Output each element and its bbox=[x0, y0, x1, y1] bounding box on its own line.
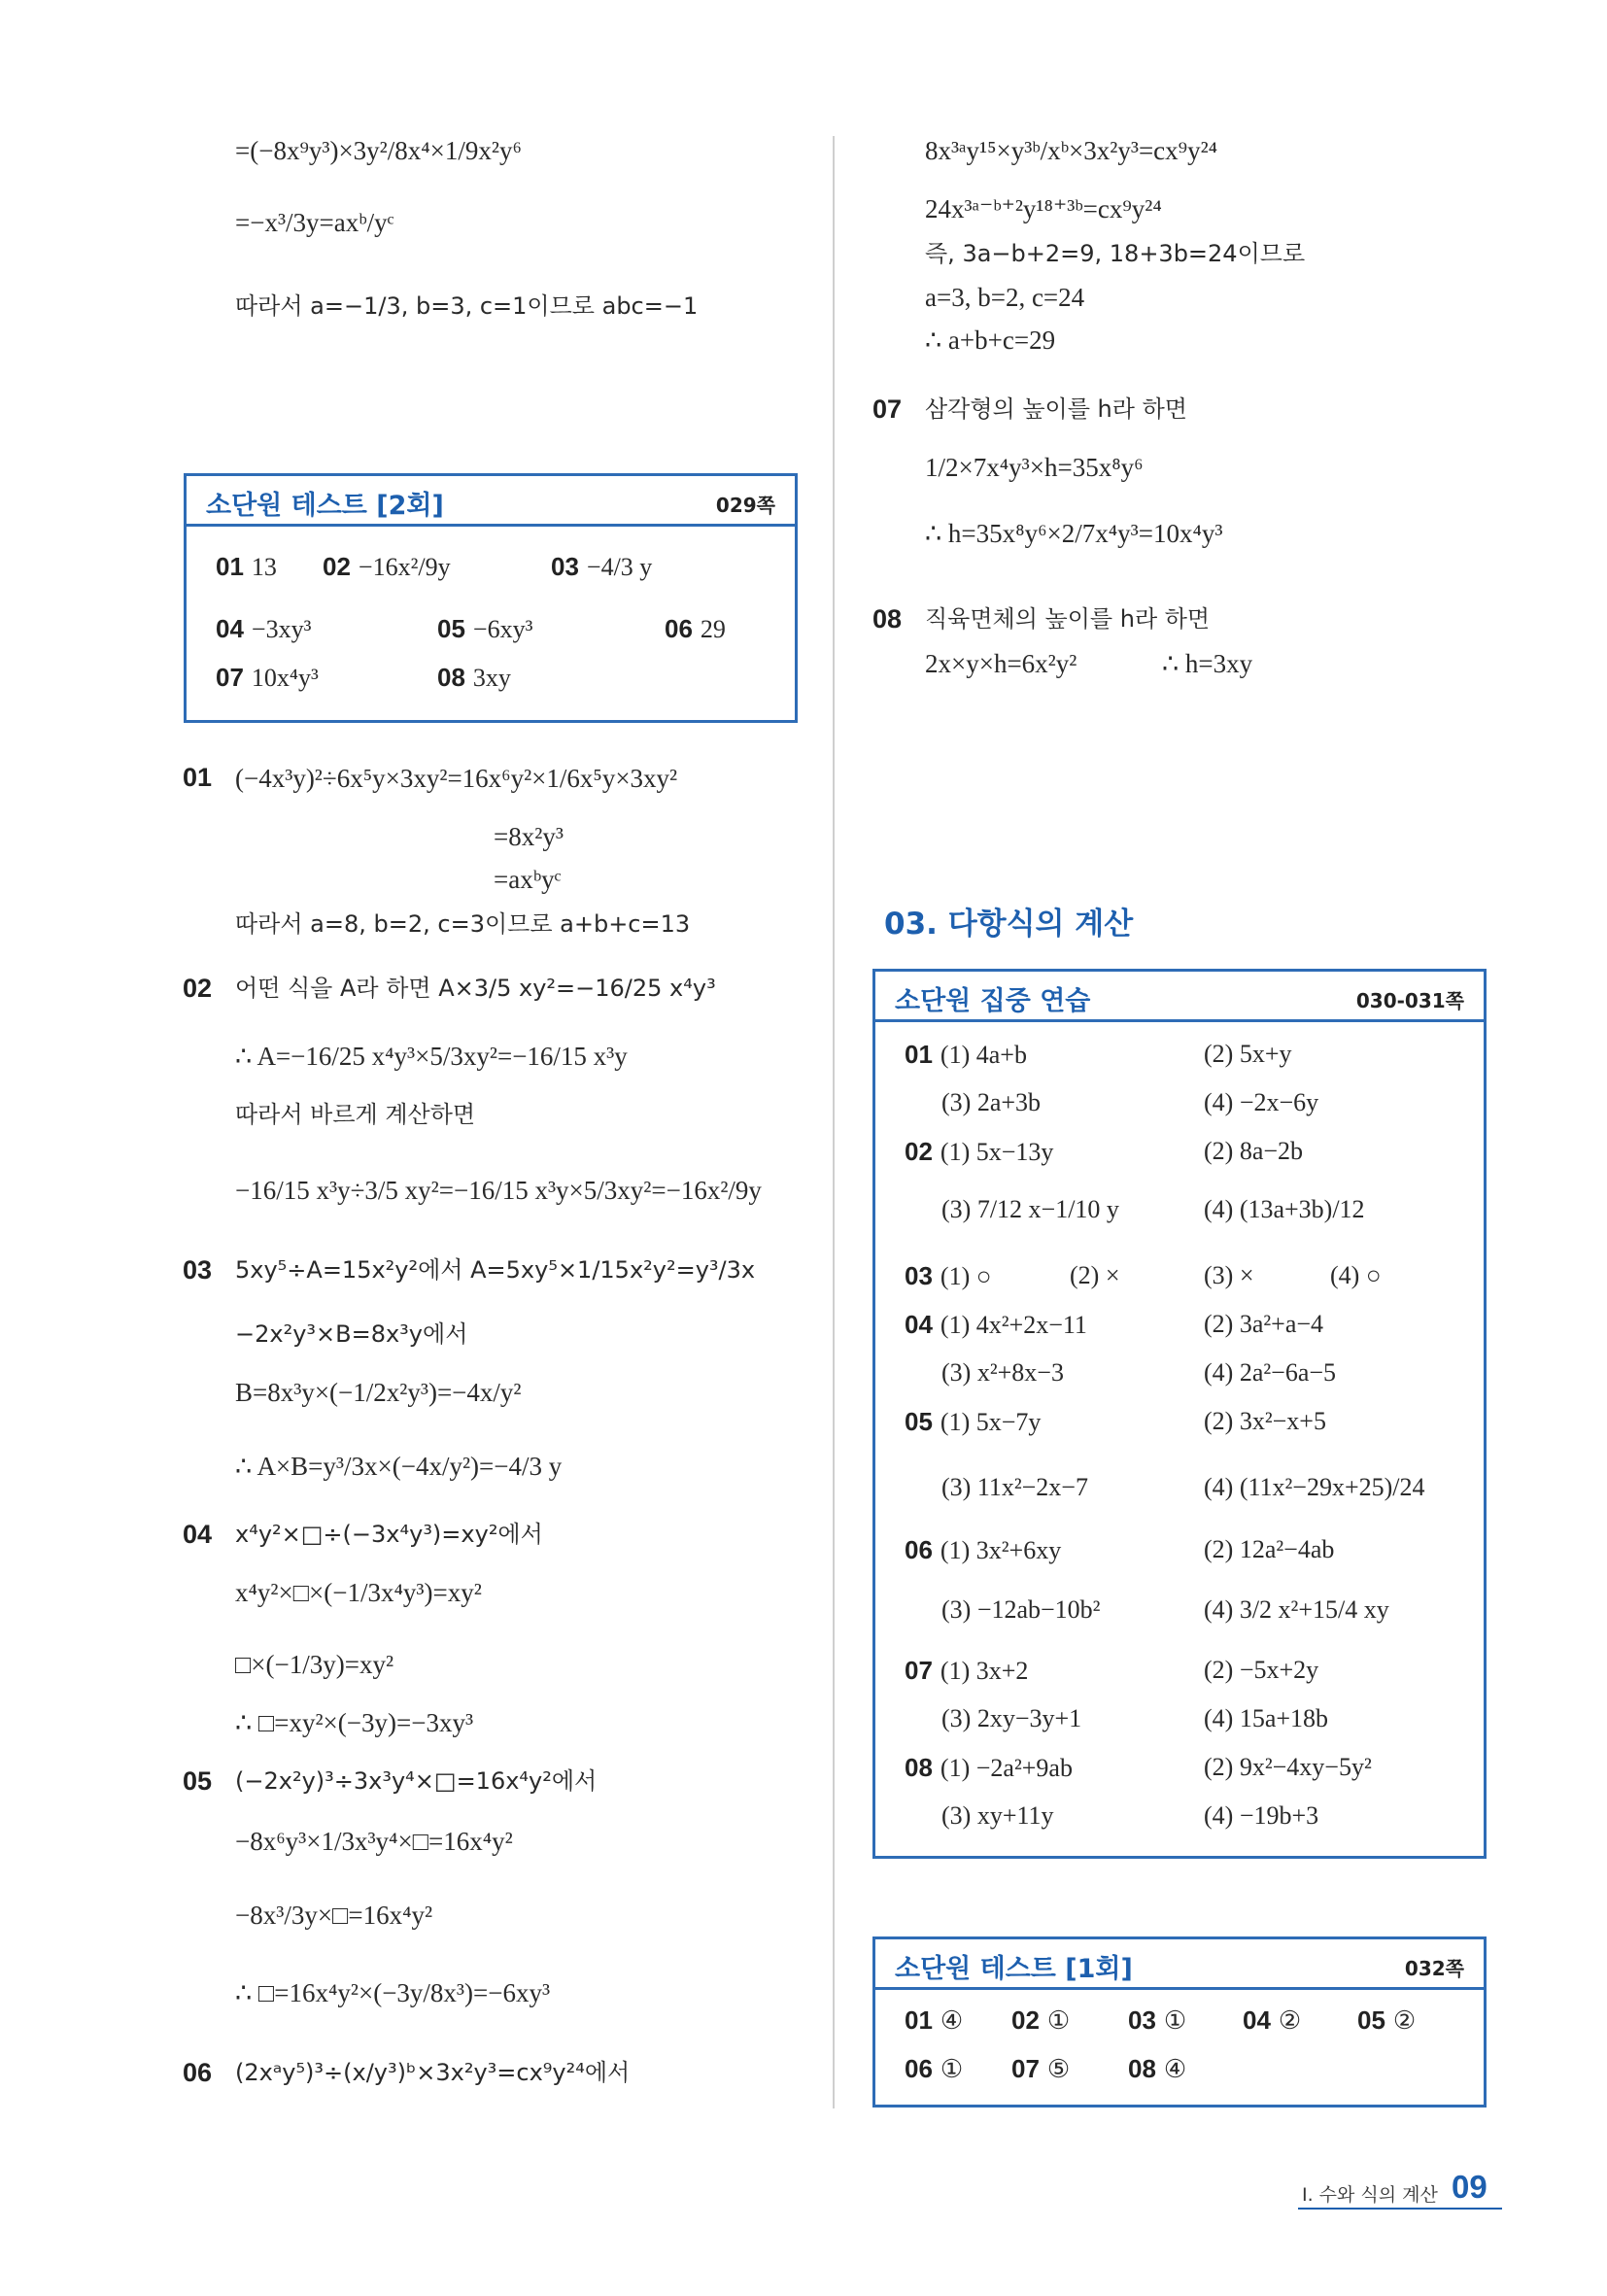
practice-row-right: (2) 3x²−x+5 bbox=[1204, 1407, 1326, 1435]
footer-chapter: I. 수와 식의 계산 bbox=[1302, 2184, 1438, 2206]
practice-row-right: (2) −5x+2y bbox=[1204, 1656, 1319, 1684]
solution-line: −16/15 x³y÷3/5 xy²=−16/15 x³y×5/3xy²=−16x²/9y bbox=[235, 1176, 762, 1205]
practice-row: 01 (1) 4a+b bbox=[905, 1040, 1027, 1069]
solution-line: (−2x²y)³÷3x³y⁴×□=16x⁴y²에서 bbox=[235, 1767, 598, 1795]
solution-line: ∴ □=xy²×(−3y)=−3xy³ bbox=[235, 1708, 474, 1737]
solution-06-cont-line: 8x³ᵃy¹⁵×y³ᵇ/xᵇ×3x²y³=cx⁹y²⁴ bbox=[925, 136, 1218, 165]
test-2-answer: 08 3xy bbox=[437, 663, 511, 692]
practice-row: 07 (1) 3x+2 bbox=[905, 1656, 1029, 1685]
practice-row-right: (4) 2a²−6a−5 bbox=[1204, 1358, 1337, 1387]
test-1-answer: 05 ② bbox=[1357, 2005, 1417, 2035]
practice-row-right: (4) (11x²−29x+25)/24 bbox=[1204, 1473, 1425, 1501]
solution-line: 따라서 바르게 계산하면 bbox=[235, 1101, 476, 1128]
test-1-box bbox=[872, 1936, 1487, 2108]
test-2-box bbox=[184, 473, 798, 723]
test-2-page: 029쪽 bbox=[715, 494, 775, 517]
practice-box bbox=[872, 969, 1487, 1859]
solution-line: B=8x³y×(−1/2x²y³)=−4x/y² bbox=[235, 1378, 522, 1407]
footer-underline bbox=[1298, 2208, 1502, 2210]
solution-line: 따라서 a=8, b=2, c=3이므로 a+b+c=13 bbox=[235, 910, 691, 938]
intro-line-2: =−x³/3y=axᵇ/yᶜ bbox=[235, 208, 394, 237]
practice-header bbox=[875, 972, 1484, 1022]
solution-line: 2x×y×h=6x²y² bbox=[925, 649, 1077, 678]
practice-row: 05 (1) 5x−7y bbox=[905, 1407, 1042, 1436]
practice-row: 02 (1) 5x−13y bbox=[905, 1137, 1054, 1166]
practice-row-right: (2) 8a−2b bbox=[1204, 1137, 1304, 1165]
practice-row-right: (2) 3a²+a−4 bbox=[1204, 1310, 1324, 1338]
practice-row-right: (4) −2x−6y bbox=[1204, 1088, 1319, 1116]
test-2-answer: 07 10x⁴y³ bbox=[216, 663, 319, 692]
column-divider bbox=[833, 136, 835, 2108]
solution-02-number: 02 bbox=[183, 974, 213, 1003]
practice-row: (3) 2a+3b bbox=[941, 1088, 1042, 1116]
solution-06-number: 06 bbox=[183, 2058, 213, 2087]
solution-04-number: 04 bbox=[183, 1520, 213, 1549]
solution-line: −8x³/3y×□=16x⁴y² bbox=[235, 1901, 433, 1930]
practice-row: 06 (1) 3x²+6xy bbox=[905, 1535, 1062, 1564]
solution-line: (−4x³y)²÷6x⁵y×3xy²=16x⁶y²×1/6x⁵y×3xy² bbox=[235, 764, 678, 793]
test-1-title: 소단원 테스트 [1회] bbox=[895, 1954, 1133, 1984]
test-2-answer: 04 −3xy³ bbox=[216, 614, 312, 643]
solution-08-number: 08 bbox=[872, 604, 903, 634]
solution-line: 1/2×7x⁴y³×h=35x⁸y⁶ bbox=[925, 453, 1144, 482]
solution-line: x⁴y²×□×(−1/3x⁴y³)=xy² bbox=[235, 1578, 482, 1607]
intro-line-3: 따라서 a=−1/3, b=3, c=1이므로 abc=−1 bbox=[235, 292, 699, 320]
practice-row-right: (2) 9x²−4xy−5y² bbox=[1204, 1753, 1372, 1781]
practice-row: (3) x²+8x−3 bbox=[941, 1358, 1064, 1387]
practice-row: 08 (1) −2a²+9ab bbox=[905, 1753, 1073, 1782]
solution-line: ∴ A=−16/25 x⁴y³×5/3xy²=−16/15 x³y bbox=[235, 1042, 628, 1071]
solution-06-cont-line: 24x³ᵃ⁻ᵇ⁺²y¹⁸⁺³ᵇ=cx⁹y²⁴ bbox=[925, 194, 1162, 223]
practice-title: 소단원 집중 연습 bbox=[895, 986, 1091, 1016]
solution-06-cont-line: a=3, b=2, c=24 bbox=[925, 283, 1085, 312]
solution-line: 직육면체의 높이를 h라 하면 bbox=[925, 605, 1211, 633]
solution-01-number: 01 bbox=[183, 763, 213, 792]
solution-line: ∴ A×B=y³/3x×(−4x/y²)=−4/3 y bbox=[235, 1452, 563, 1481]
test-2-title: 소단원 테스트 [2회] bbox=[206, 491, 444, 521]
footer-page-number: 09 bbox=[1452, 2169, 1487, 2205]
practice-row-right: (2) 5x+y bbox=[1204, 1040, 1292, 1068]
practice-row-right: (4) 15a+18b bbox=[1204, 1704, 1329, 1732]
test-2-answer: 05 −6xy³ bbox=[437, 614, 533, 643]
solution-03-number: 03 bbox=[183, 1255, 213, 1285]
test-1-page: 032쪽 bbox=[1404, 1957, 1464, 1980]
practice-row: 03 (1) ○ bbox=[905, 1261, 992, 1290]
test-1-answer: 04 ② bbox=[1243, 2005, 1302, 2035]
solution-line: 어떤 식을 A라 하면 A×3/5 xy²=−16/25 x⁴y³ bbox=[235, 975, 716, 1002]
solution-line: ∴ □=16x⁴y²×(−3y/8x³)=−6xy³ bbox=[235, 1978, 551, 2007]
practice-page: 030-031쪽 bbox=[1355, 989, 1464, 1012]
test-2-answer: 03 −4/3 y bbox=[551, 552, 653, 581]
solution-line: □×(−1/3y)=xy² bbox=[235, 1650, 394, 1679]
test-2-answer: 02 −16x²/9y bbox=[323, 552, 451, 581]
practice-row: (3) 2xy−3y+1 bbox=[941, 1704, 1082, 1732]
test-2-answer: 01 13 bbox=[216, 552, 277, 581]
solution-line: =8x²y³ bbox=[494, 822, 564, 851]
practice-row: (3) −12ab−10b² bbox=[941, 1595, 1101, 1624]
solution-05-number: 05 bbox=[183, 1766, 213, 1796]
practice-row-right: (4) −19b+3 bbox=[1204, 1801, 1319, 1830]
test-1-answer: 02 ① bbox=[1011, 2005, 1071, 2035]
solution-06-cont-line: ∴ a+b+c=29 bbox=[925, 326, 1056, 355]
solution-line: ∴ h=35x⁸y⁶×2/7x⁴y³=10x⁴y³ bbox=[925, 519, 1223, 548]
practice-row-right: (3) × bbox=[1204, 1261, 1254, 1289]
solution-line: ∴ h=3xy bbox=[1162, 649, 1253, 678]
intro-line-1: =(−8x⁹y³)×3y²/8x⁴×1/9x²y⁶ bbox=[235, 136, 522, 165]
test-1-answer: 07 ⑤ bbox=[1011, 2054, 1071, 2083]
test-1-answer: 06 ① bbox=[905, 2054, 964, 2083]
test-2-header bbox=[187, 476, 795, 527]
test-1-answer: 01 ④ bbox=[905, 2005, 964, 2035]
solution-line: 5xy⁵÷A=15x²y²에서 A=5xy⁵×1/15x²y²=y³/3x bbox=[235, 1256, 756, 1284]
test-1-header bbox=[875, 1939, 1484, 1990]
solution-line: =axᵇyᶜ bbox=[494, 865, 562, 894]
test-1-answer: 03 ① bbox=[1128, 2005, 1187, 2035]
solution-line: 삼각형의 높이를 h라 하면 bbox=[925, 395, 1187, 423]
practice-row-right: (4) (13a+3b)/12 bbox=[1204, 1195, 1365, 1223]
practice-row: (3) 11x²−2x−7 bbox=[941, 1473, 1088, 1501]
solution-line: −2x²y³×B=8x³y에서 bbox=[235, 1320, 468, 1348]
solution-line: (2xᵃy⁵)³÷(x/y³)ᵇ×3x²y³=cx⁹y²⁴에서 bbox=[235, 2059, 631, 2086]
practice-row-right: (4) 3/2 x²+15/4 xy bbox=[1204, 1595, 1389, 1624]
solution-07-number: 07 bbox=[872, 394, 903, 424]
solution-line: x⁴y²×□÷(−3x⁴y³)=xy²에서 bbox=[235, 1521, 543, 1548]
test-2-answer: 06 29 bbox=[665, 614, 726, 643]
practice-row: (3) xy+11y bbox=[941, 1801, 1054, 1830]
practice-row-mid: (2) × bbox=[1070, 1261, 1120, 1289]
practice-row-right: (2) 12a²−4ab bbox=[1204, 1535, 1335, 1563]
solution-line: −8x⁶y³×1/3x³y⁴×□=16x⁴y² bbox=[235, 1827, 513, 1856]
practice-row-far: (4) ○ bbox=[1330, 1261, 1382, 1289]
test-1-answer: 08 ④ bbox=[1128, 2054, 1187, 2083]
solution-06-cont-line: 즉, 3a−b+2=9, 18+3b=24이므로 bbox=[925, 240, 1306, 267]
practice-row: 04 (1) 4x²+2x−11 bbox=[905, 1310, 1087, 1339]
section-title: 03. 다항식의 계산 bbox=[884, 907, 1134, 942]
practice-row: (3) 7/12 x−1/10 y bbox=[941, 1195, 1119, 1223]
